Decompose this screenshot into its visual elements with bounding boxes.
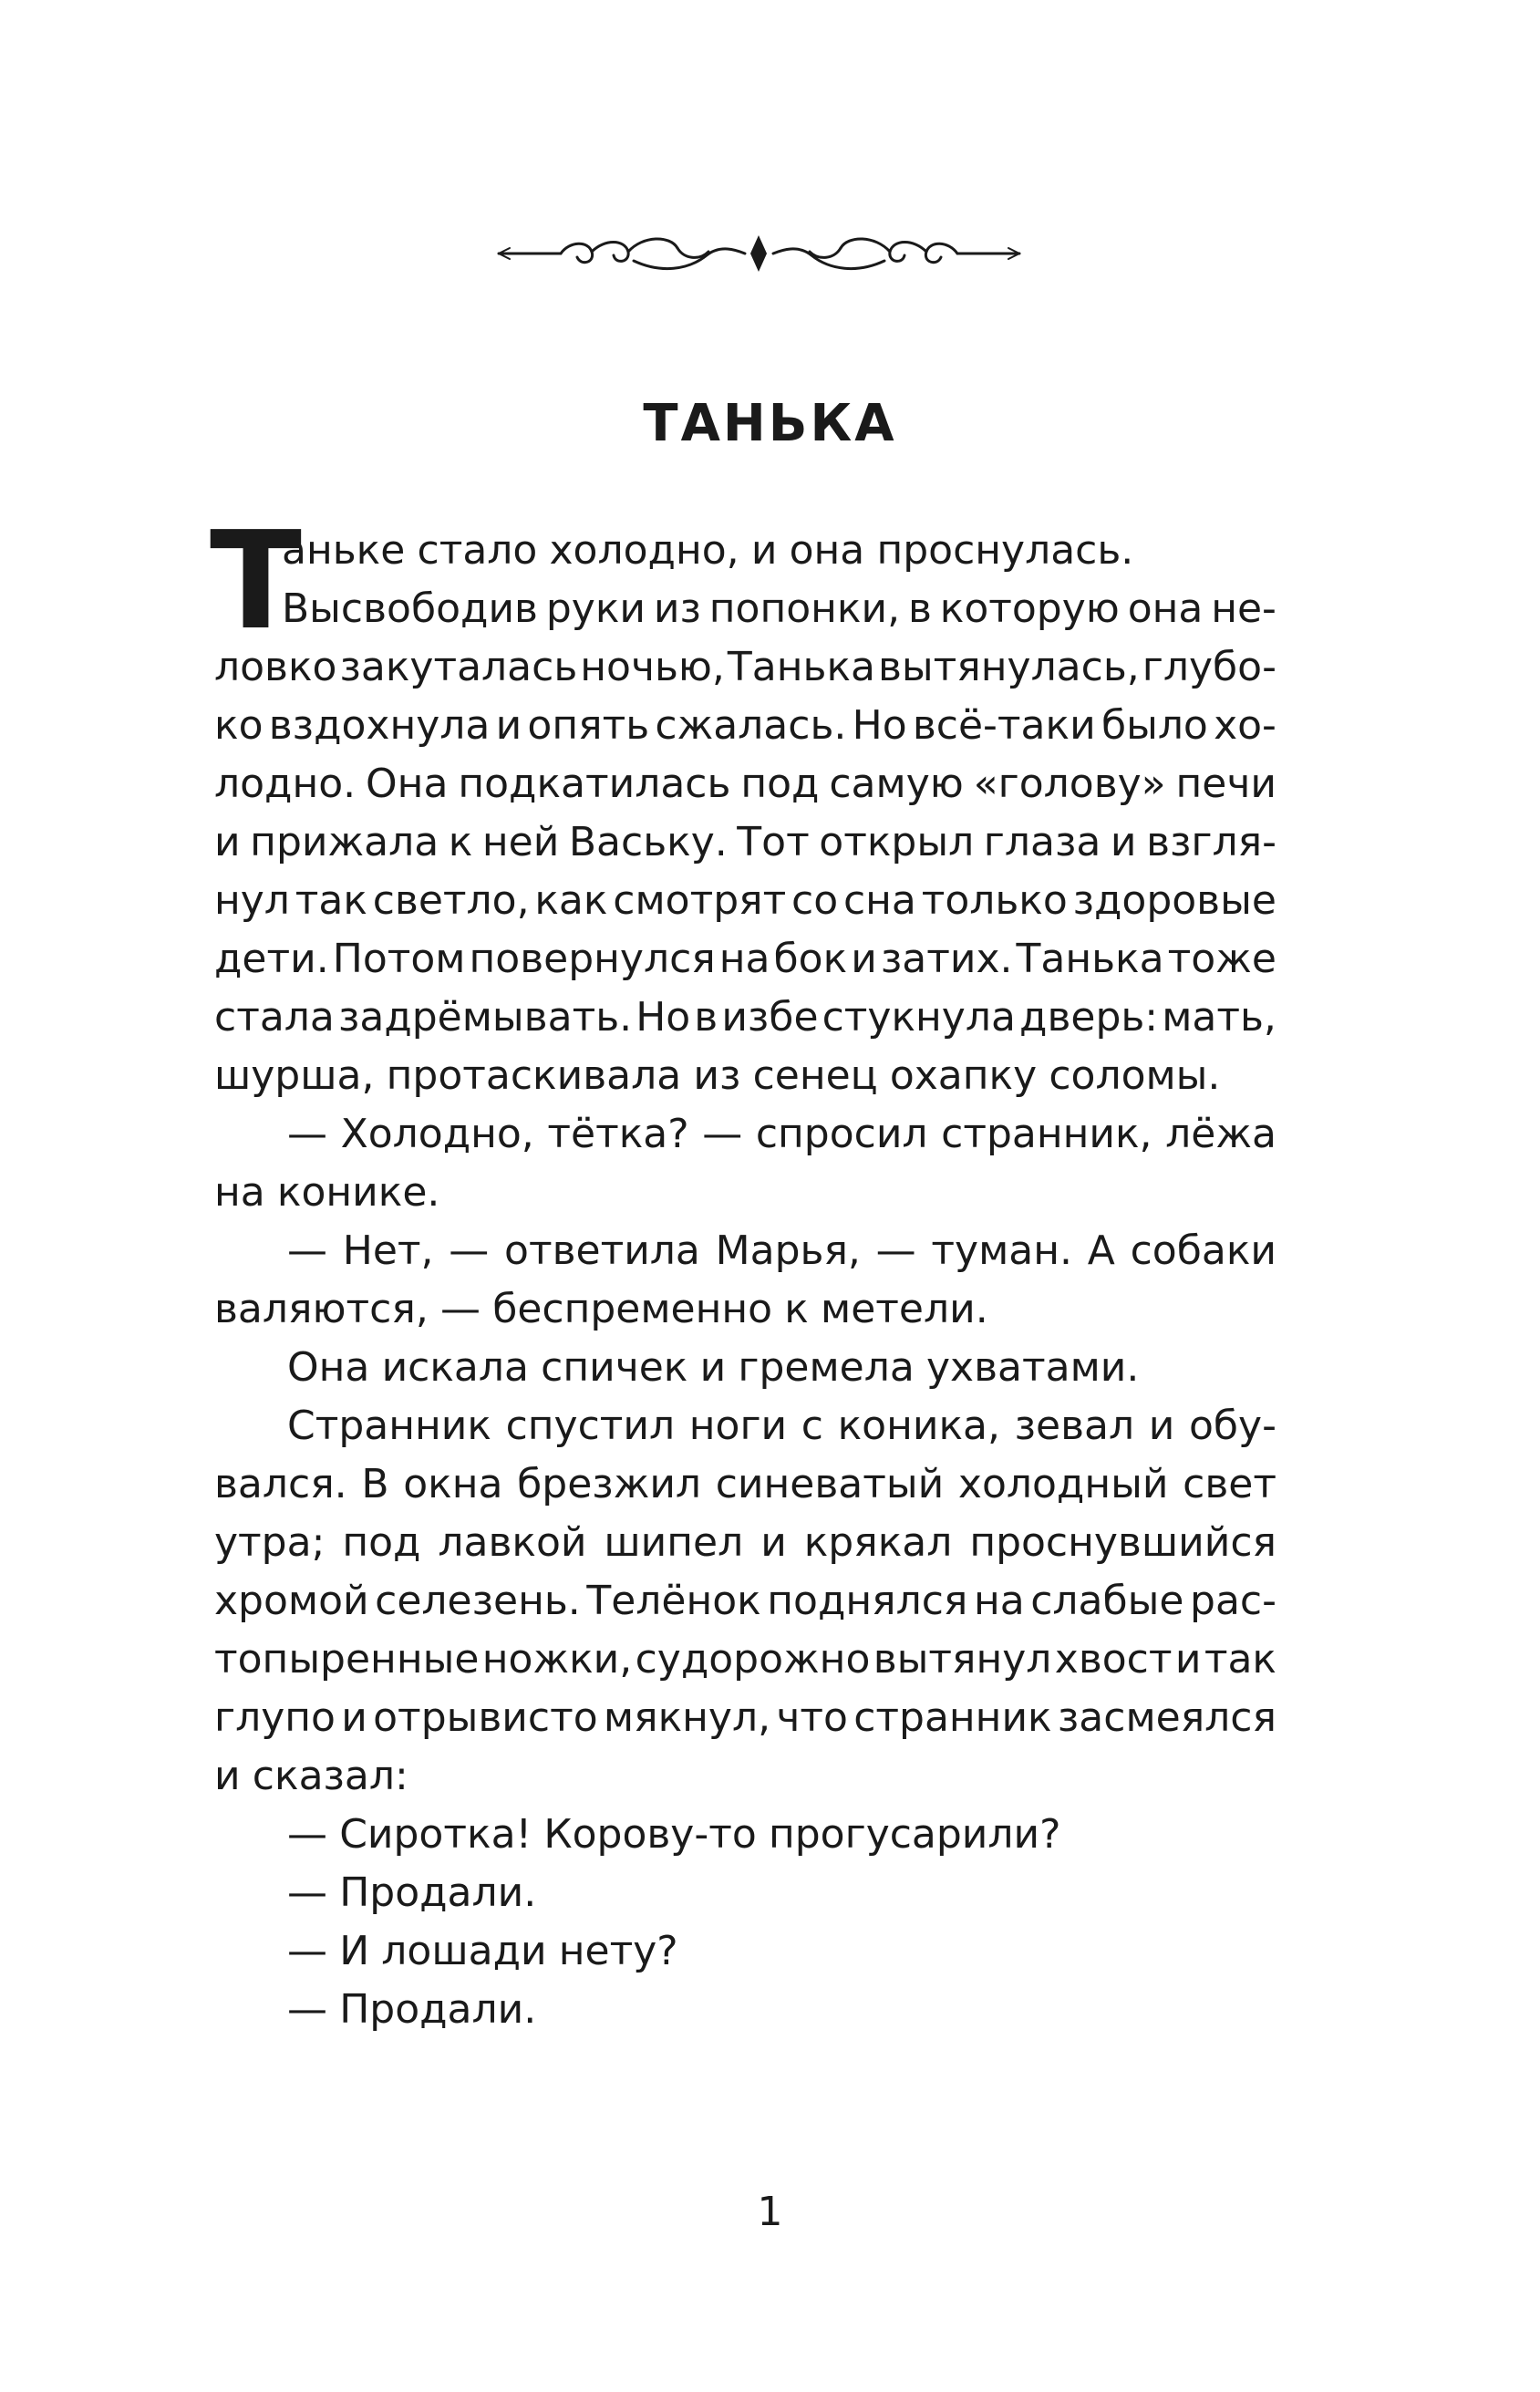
- chapter-title: ТАНЬКА: [643, 394, 897, 453]
- text-line: хромой селезень. Телёнок поднялся на слабые рас-: [214, 1578, 1276, 1624]
- text-line: валяются, — беспременно к метели.: [214, 1286, 988, 1332]
- text-line: утра; под лавкой шипел и крякал проснувшийся: [214, 1519, 1276, 1566]
- drop-cap: Т: [210, 502, 302, 659]
- text-line: — Продали.: [287, 1869, 537, 1916]
- text-line: Высвободив руки из попонки, в которую она не-: [282, 585, 1276, 632]
- body-text: [210, 502, 1276, 2039]
- text-line: — И лошади нету?: [287, 1928, 678, 1974]
- text-line: ко вздохнула и опять сжалась. Но всё-таки было хо-: [214, 702, 1276, 749]
- text-line: — Сиротка! Корову-то прогусарили?: [287, 1811, 1061, 1858]
- text-line: аньке стало холодно, и она проснулась.: [282, 527, 1134, 574]
- text-line: дети. Потом повернулся на бок и затих. Танька тоже: [214, 936, 1276, 982]
- page-number: 1: [757, 2189, 783, 2235]
- text-line: Она искала спичек и гремела ухватами.: [287, 1344, 1140, 1391]
- text-line: — Нет, — ответила Марья, — туман. А собаки: [287, 1227, 1276, 1274]
- text-line: и прижала к ней Ваську. Тот открыл глаза и взгля-: [214, 819, 1276, 865]
- text-line: топыренные ножки, судорожно вытянул хвост и так: [214, 1636, 1276, 1683]
- text-line: вался. В окна брезжил синеватый холодный свет: [214, 1461, 1276, 1507]
- text-line: стала задрёмывать. Но в избе стукнула дверь: мать,: [214, 994, 1276, 1041]
- text-line: шурша, протаскивала из сенец охапку соломы.: [214, 1052, 1221, 1099]
- text-line: Странник спустил ноги с коника, зевал и обу-: [287, 1403, 1276, 1449]
- text-line: глупо и отрывисто мякнул, что странник засмеялся: [214, 1694, 1276, 1741]
- text-line: лодно. Она подкатилась под самую «голову» печи: [214, 761, 1276, 807]
- decorative-ornament: [497, 215, 1021, 288]
- text-line: и сказал:: [214, 1753, 408, 1799]
- text-line: на конике.: [214, 1169, 440, 1216]
- text-line: ловко закуталась ночью, Танька вытянулась, глубо-: [214, 644, 1276, 690]
- text-line: нул так светло, как смотрят со сна только здоровые: [214, 877, 1276, 924]
- text-line: — Продали.: [287, 1986, 537, 2033]
- text-line: — Холодно, тётка? — спросил странник, лёжа: [287, 1111, 1276, 1157]
